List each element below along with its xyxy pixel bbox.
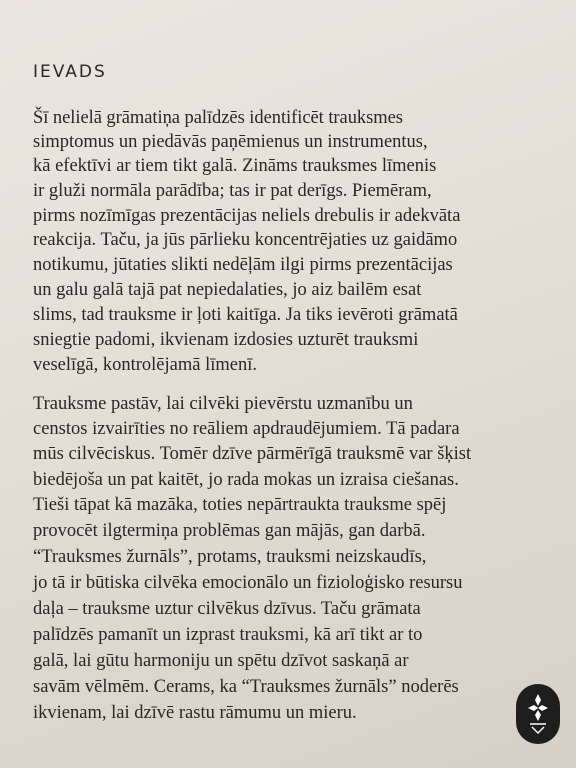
- chapter-heading: IEVADS: [33, 62, 107, 82]
- text-line: mūs cilvēciskus. Tomēr dzīve pārmērīgā trauksmē var šķist: [33, 444, 472, 464]
- text-line: provocēt ilgtermiņa problēmas gan mājās, gan darbā.: [33, 521, 426, 541]
- watermark-badge: [516, 684, 560, 744]
- text-line: ikvienam, lai dzīvē rastu rāmumu un mieru.: [33, 703, 357, 723]
- text-line: slims, tad trauksme ir ļoti kaitīga. Ja tiks ievēroti grāmatā: [33, 305, 458, 325]
- text-line: un galu galā tajā pat nepiedalaties, jo aiz bailēm esat: [33, 280, 422, 300]
- text-line: sniegtie padomi, ikvienam izdosies uzturēt trauksmi: [33, 330, 419, 350]
- text-line: galā, lai gūtu harmoniju un spētu dzīvot saskaņā ar: [33, 651, 409, 671]
- text-line: biedējoša un pat kaitēt, jo rada mokas un izraisa ciešanas.: [33, 470, 459, 490]
- text-line: simptomus un piedāvās paņēmienus un instrumentus,: [33, 132, 428, 152]
- text-line: Trauksme pastāv, lai cilvēki pievērstu uzmanību un: [33, 394, 413, 414]
- text-line: censtos izvairīties no reāliem apdraudējumiem. Tā padara: [33, 419, 460, 439]
- text-line: daļa – trauksme uztur cilvēkus dzīvus. Taču grāmata: [33, 599, 421, 619]
- text-line: veselīgā, kontrolējamā līmenī.: [33, 355, 257, 375]
- text-line: “Trauksmes žurnāls”, protams, trauksmi neizskaudīs,: [33, 547, 427, 567]
- text-line: pirms nozīmīgas prezentācijas neliels drebulis ir adekvāta: [33, 206, 461, 226]
- diamond-flower-icon: [516, 684, 560, 744]
- text-line: Tieši tāpat kā mazāka, toties nepārtraukta trauksme spēj: [33, 495, 447, 515]
- text-line: jo tā ir būtiska cilvēka emocionālo un fizioloģisko resursu: [33, 573, 463, 593]
- text-line: kā efektīvi ar tiem tikt galā. Zināms trauksmes līmenis: [33, 156, 437, 176]
- text-line: notikumu, jūtaties slikti nedēļām ilgi pirms prezentācijas: [33, 255, 453, 275]
- text-line: savām vēlmēm. Cerams, ka “Trauksmes žurnāls” noderēs: [33, 677, 459, 697]
- text-line: Šī nelielā grāmatiņa palīdzēs identificēt trauksmes: [33, 108, 403, 128]
- text-line: reakcija. Taču, ja jūs pārlieku koncentrējaties uz gaidāmo: [33, 230, 458, 250]
- text-line: palīdzēs pamanīt un izprast trauksmi, kā arī tikt ar to: [33, 625, 423, 645]
- text-line: ir gluži normāla parādība; tas ir pat derīgs. Piemēram,: [33, 181, 432, 201]
